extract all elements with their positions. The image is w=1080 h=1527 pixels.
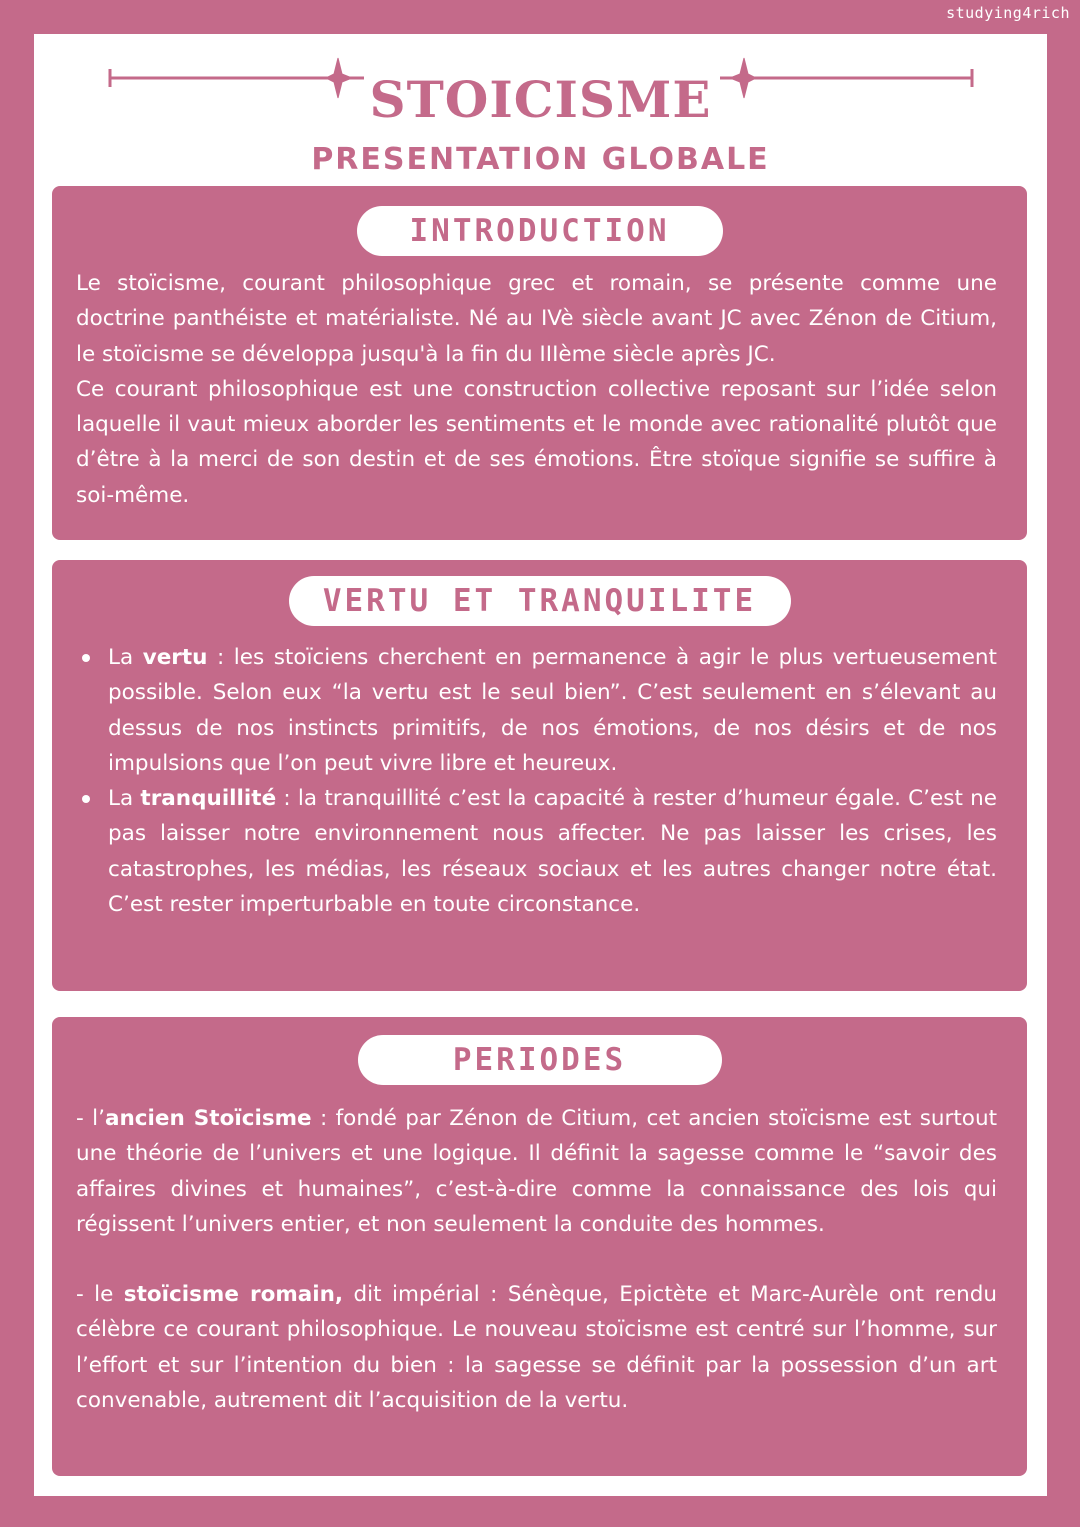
section-body bbox=[76, 266, 997, 513]
paragraph bbox=[76, 1277, 997, 1418]
watermark: studying4rich bbox=[946, 4, 1070, 22]
paragraph: Le stoïcisme, courant philosophique grec et romain, se présente comme une doctrine panthéiste et matérialiste. Né au IVè siècle avant JC avec Zénon de Citium, le stoïcisme se développa jusqu'à la fin du IIIème siècle après JC. bbox=[76, 271, 997, 367]
item-lead: La bbox=[108, 786, 141, 812]
page-sheet bbox=[34, 34, 1047, 1496]
item-term: ancien Stoïcisme bbox=[104, 1106, 312, 1131]
item-term: tranquillité bbox=[140, 786, 277, 812]
item-body: : la tranquillité c’est la capacité à rester d’humeur égale. C’est ne pas laisser notre environnement nous affecter. Ne pas laisser les crises, les catastrophes, les médias, les réseaux sociaux et les autres changer notre état. C’est rester imperturbable en toute circonstance. bbox=[108, 786, 997, 918]
section-heading: PERIODES bbox=[358, 1035, 722, 1085]
bullet-list bbox=[76, 640, 997, 922]
list-item bbox=[76, 640, 997, 781]
page-title: STOICISME bbox=[369, 70, 712, 129]
page-subtitle: PRESENTATION GLOBALE bbox=[311, 142, 770, 177]
title-block bbox=[34, 54, 1047, 177]
bullet-icon bbox=[82, 795, 90, 803]
item-body: : fondé par Zénon de Citium, cet ancien stoïcisme est surtout une théorie de l’univers et une logique. Il définit la sagesse comme le “savoir des affaires divines et humaines”, c’est-à-dire comme la connaissance des lois qui régissent l’univers entier, et non seulement la conduite des hommes. bbox=[76, 1106, 997, 1237]
item-term: vertu bbox=[142, 645, 208, 670]
paragraph bbox=[76, 1101, 997, 1242]
item-lead: La bbox=[108, 645, 143, 670]
item-term: stoïcisme romain, bbox=[123, 1282, 344, 1308]
section-heading: INTRODUCTION bbox=[357, 206, 723, 256]
item-body: : les stoïciens cherchent en permanence à agir le plus vertueusement possible. Selon eux “la vertu est le seul bien”. C’est seulement en s’élevant au dessus de nos instincts primitifs, de nos émotions, de nos désirs et de nos impulsions que l’on peut vivre libre et heureux. bbox=[108, 645, 997, 776]
paragraph: Ce courant philosophique est une construction collective reposant sur l’idée selon laquelle il vaut mieux aborder les sentiments et le monde avec rationalité plutôt que d’être à la merci de son destin et de ses émotions. Être stoïque signifie se suffire à soi-même. bbox=[76, 376, 997, 508]
item-body: dit impérial : Sénèque, Epictète et Marc-Aurèle ont rendu célèbre ce courant philosophique. Le nouveau stoïcisme est centré sur l’homme, sur l’effort et sur l’intention du bien : la sagesse se définit par la possession d’un art convenable, autrement dit l’acquisition de la vertu. bbox=[76, 1282, 997, 1414]
vertu-section bbox=[52, 560, 1027, 991]
periodes-section bbox=[52, 1017, 1027, 1476]
introduction-section bbox=[52, 186, 1027, 540]
bullet-icon bbox=[82, 654, 90, 662]
section-heading: VERTU ET TRANQUILITE bbox=[289, 576, 791, 626]
item-lead: - l’ bbox=[76, 1106, 105, 1131]
list-item bbox=[76, 781, 997, 922]
section-body bbox=[76, 1101, 997, 1418]
item-lead: - le bbox=[76, 1282, 124, 1308]
spacer bbox=[76, 1242, 997, 1277]
